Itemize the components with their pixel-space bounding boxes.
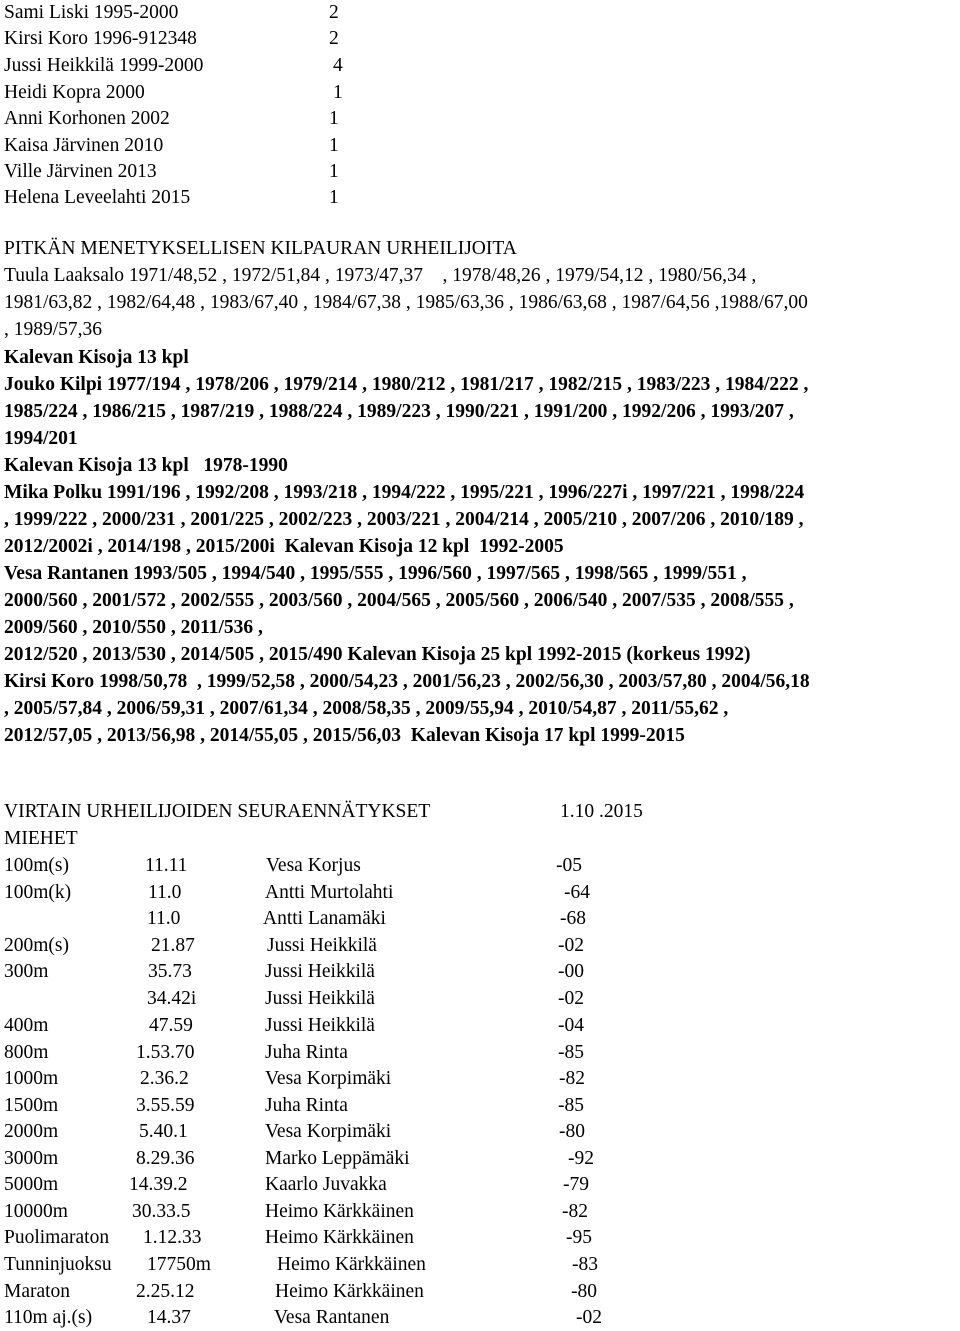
top-list-count: 1 <box>329 135 339 156</box>
career-line: , 1989/57,36 <box>4 319 103 340</box>
career-line: , 1999/222 , 2000/231 , 2001/225 , 2002/223 , 2003/221 , 2004/214 , 2005/210 , 2007/206 , 2010/189 , <box>4 509 804 530</box>
record-event: 300m <box>4 961 49 982</box>
record-result: 11.11 <box>145 855 188 876</box>
record-event: 400m <box>4 1015 49 1036</box>
career-line: 1985/224 , 1986/215 , 1987/219 , 1988/224 , 1989/223 , 1990/221 , 1991/200 , 1992/206 , 1993/207 , <box>4 401 794 422</box>
record-athlete: Vesa Korpimäki <box>265 1121 392 1142</box>
record-year: -79 <box>563 1174 589 1195</box>
career-line: Kirsi Koro 1998/50,78 , 1999/52,58 , 2000/54,23 , 2001/56,23 , 2002/56,30 , 2003/57,80 , 2004/56,18 <box>4 671 810 692</box>
career-line: Kalevan Kisoja 13 kpl <box>4 347 189 368</box>
career-line: 2012/520 , 2013/530 , 2014/505 , 2015/490 Kalevan Kisoja 25 kpl 1992-2015 (korkeus 1992) <box>4 644 751 665</box>
career-line: 2012/2002i , 2014/198 , 2015/200i Kalevan Kisoja 12 kpl 1992-2005 <box>4 536 564 557</box>
record-result: 2.25.12 <box>136 1281 195 1302</box>
record-year: -80 <box>559 1121 585 1142</box>
career-line: 2012/57,05 , 2013/56,98 , 2014/55,05 , 2015/56,03 Kalevan Kisoja 17 kpl 1999-2015 <box>4 725 685 746</box>
record-year: -82 <box>559 1068 585 1089</box>
top-list-name: Anni Korhonen 2002 <box>4 108 170 129</box>
record-event: 10000m <box>4 1201 68 1222</box>
record-year: -95 <box>566 1227 592 1248</box>
top-list-count: 2 <box>329 2 339 23</box>
career-line: Vesa Rantanen 1993/505 , 1994/540 , 1995/555 , 1996/560 , 1997/565 , 1998/565 , 1999/551 , <box>4 563 747 584</box>
record-athlete: Juha Rinta <box>265 1042 348 1063</box>
record-event: 100m(s) <box>4 855 69 876</box>
records-heading: VIRTAIN URHEILIJOIDEN SEURAENNÄTYKSET <box>4 801 431 822</box>
record-result: 14.39.2 <box>129 1174 188 1195</box>
record-event: 2000m <box>4 1121 59 1142</box>
record-year: -04 <box>558 1015 584 1036</box>
top-list-count: 1 <box>329 108 339 129</box>
record-athlete: Kaarlo Juvakka <box>265 1174 387 1195</box>
record-athlete: Jussi Heikkilä <box>265 988 375 1009</box>
record-result: 11.0 <box>148 882 182 903</box>
career-line: Jouko Kilpi 1977/194 , 1978/206 , 1979/214 , 1980/212 , 1981/217 , 1982/215 , 1983/223 , 1984/222 , <box>4 374 809 395</box>
career-line: 2009/560 , 2010/550 , 2011/536 , <box>4 617 263 638</box>
record-athlete: Vesa Korjus <box>266 855 361 876</box>
record-result: 17750m <box>147 1254 211 1275</box>
top-list-name: Helena Leveelahti 2015 <box>4 187 191 208</box>
career-line: 1994/201 <box>4 428 78 449</box>
record-athlete: Heimo Kärkkäinen <box>277 1254 426 1275</box>
record-event: 800m <box>4 1042 49 1063</box>
top-list-name: Kaisa Järvinen 2010 <box>4 135 164 156</box>
record-year: -85 <box>558 1095 584 1116</box>
record-athlete: Vesa Rantanen <box>274 1307 390 1328</box>
record-result: 8.29.36 <box>136 1148 195 1169</box>
record-result: 35.73 <box>148 961 192 982</box>
record-year: -85 <box>558 1042 584 1063</box>
record-year: -00 <box>558 961 584 982</box>
record-event: 3000m <box>4 1148 59 1169</box>
record-year: -02 <box>558 935 584 956</box>
career-line: Tuula Laaksalo 1971/48,52 , 1972/51,84 , 1973/47,37 , 1978/48,26 , 1979/54,12 , 1980/56,34 , <box>4 265 757 286</box>
record-year: -82 <box>562 1201 588 1222</box>
career-line: Kalevan Kisoja 13 kpl 1978-1990 <box>4 455 288 476</box>
record-year: -02 <box>558 988 584 1009</box>
top-list-name: Kirsi Koro 1996-912348 <box>4 28 197 49</box>
record-year: -83 <box>572 1254 598 1275</box>
top-list-count: 2 <box>329 28 339 49</box>
record-year: -92 <box>568 1148 594 1169</box>
top-list-name: Heidi Kopra 2000 <box>4 82 145 103</box>
record-result: 3.55.59 <box>136 1095 195 1116</box>
top-list-count: 1 <box>333 82 343 103</box>
record-year: -02 <box>576 1307 602 1328</box>
record-result: 11.0 <box>147 908 181 929</box>
top-list-count: 1 <box>329 161 339 182</box>
record-event: 110m aj.(s) <box>4 1307 93 1328</box>
top-list-count: 4 <box>333 55 343 76</box>
record-event: Tunninjuoksu <box>4 1254 112 1275</box>
record-result: 2.36.2 <box>140 1068 189 1089</box>
record-year: -80 <box>571 1281 597 1302</box>
record-athlete: Jussi Heikkilä <box>265 1015 375 1036</box>
record-event: 5000m <box>4 1174 59 1195</box>
top-list-name: Sami Liski 1995-2000 <box>4 2 179 23</box>
record-athlete: Jussi Heikkilä <box>265 961 375 982</box>
record-event: 1000m <box>4 1068 59 1089</box>
career-line: 1981/63,82 , 1982/64,48 , 1983/67,40 , 1984/67,38 , 1985/63,36 , 1986/63,68 , 1987/64,56 ,1988/67,00 <box>4 292 808 313</box>
record-result: 1.12.33 <box>143 1227 202 1248</box>
records-subheading: MIEHET <box>4 828 78 849</box>
record-athlete: Jussi Heikkilä <box>267 935 377 956</box>
record-athlete: Heimo Kärkkäinen <box>265 1227 414 1248</box>
record-athlete: Heimo Kärkkäinen <box>265 1201 414 1222</box>
record-athlete: Heimo Kärkkäinen <box>275 1281 424 1302</box>
record-athlete: Antti Lanamäki <box>263 908 386 929</box>
record-result: 34.42i <box>147 988 197 1009</box>
record-athlete: Juha Rinta <box>265 1095 348 1116</box>
record-result: 47.59 <box>149 1015 193 1036</box>
career-line: 2000/560 , 2001/572 , 2002/555 , 2003/560 , 2004/565 , 2005/560 , 2006/540 , 2007/535 , 2008/555 , <box>4 590 794 611</box>
record-event: 200m(s) <box>4 935 69 956</box>
top-list-count: 1 <box>329 187 339 208</box>
record-result: 14.37 <box>147 1307 191 1328</box>
top-list-name: Ville Järvinen 2013 <box>4 161 157 182</box>
career-heading: PITKÄN MENETYKSELLISEN KILPAURAN URHEILIJOITA <box>4 238 517 259</box>
record-athlete: Vesa Korpimäki <box>265 1068 392 1089</box>
record-year: -05 <box>556 855 582 876</box>
record-result: 30.33.5 <box>132 1201 191 1222</box>
records-date: 1.10 .2015 <box>560 801 643 822</box>
record-athlete: Antti Murtolahti <box>265 882 394 903</box>
record-result: 5.40.1 <box>139 1121 188 1142</box>
record-result: 21.87 <box>151 935 195 956</box>
record-athlete: Marko Leppämäki <box>265 1148 410 1169</box>
top-list-name: Jussi Heikkilä 1999-2000 <box>4 55 204 76</box>
career-line: , 2005/57,84 , 2006/59,31 , 2007/61,34 , 2008/58,35 , 2009/55,94 , 2010/54,87 , 2011/55,62 , <box>4 698 729 719</box>
record-year: -68 <box>560 908 586 929</box>
record-year: -64 <box>564 882 590 903</box>
record-event: 1500m <box>4 1095 59 1116</box>
record-event: Puolimaraton <box>4 1227 110 1248</box>
career-line: Mika Polku 1991/196 , 1992/208 , 1993/218 , 1994/222 , 1995/221 , 1996/227i , 1997/221 , 1998/224 <box>4 482 805 503</box>
record-event: 100m(k) <box>4 882 72 903</box>
record-result: 1.53.70 <box>136 1042 195 1063</box>
record-event: Maraton <box>4 1281 71 1302</box>
